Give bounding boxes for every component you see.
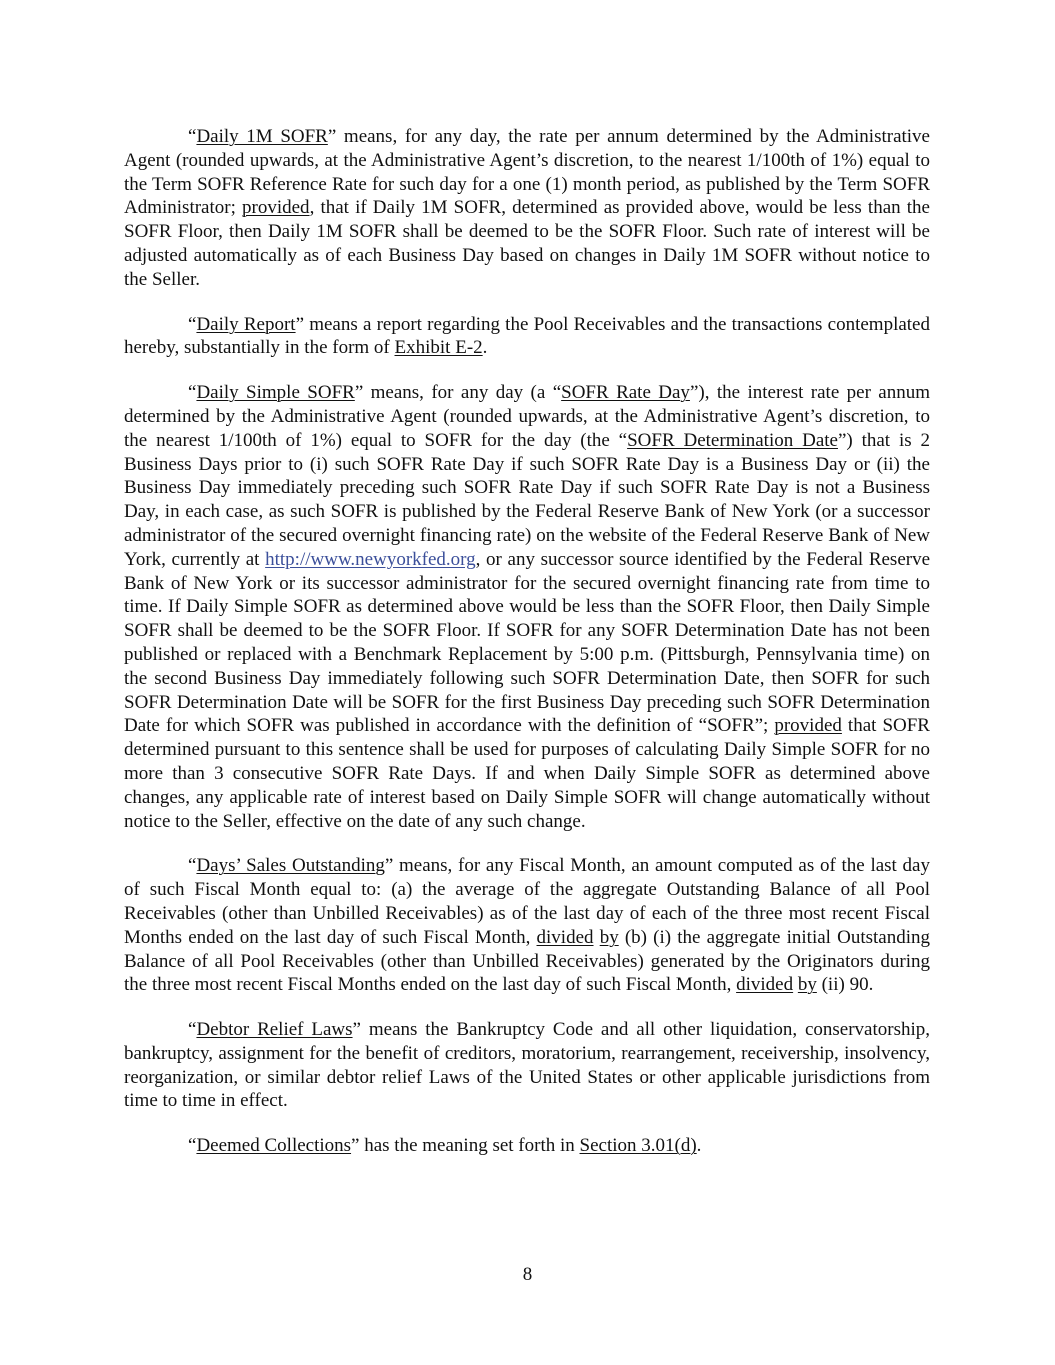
definition-paragraph xyxy=(124,1134,930,1158)
paragraph-text: . xyxy=(696,1135,702,1157)
underlined-term: divided xyxy=(536,926,594,948)
document-body xyxy=(124,125,930,1179)
paragraph-text: ” means, for any day, the rate per annum determined by the Administrative Agent (rounded upwards, at the Administrative Agent’s discretion, to the nearest 1/100th of 1%) equal to the Term SOFR Reference Rate for such day for a one (1) month period, as published by the Term SOFR Administrator; xyxy=(124,126,930,219)
underlined-term: by xyxy=(599,926,619,948)
paragraph-text: , or any successor source identified by the Federal Reserve Bank of New York or its successor administrator for the secured overnight financing rate from time to time. If Daily Simple SOFR as determined above would be less than the SOFR Floor, then Daily Simple SOFR shall be deemed to be the SOFR Floor. If SOFR for any SOFR Determination Date has not been published or replaced with a Benchmark Replacement by 5:00 p.m. (Pittsburgh, Pennsylvania time) on the second Business Day immediately following such SOFR Determination Date, then SOFR for such SOFR Determination Date will be SOFR for the first Business Day preceding such SOFR Determination Date for which SOFR was published in accordance with the definition of “SOFR”; xyxy=(124,548,931,737)
definition-paragraph xyxy=(124,381,930,833)
underlined-term: Daily 1M SOFR xyxy=(196,126,328,147)
underlined-term: Daily Simple SOFR xyxy=(196,382,355,404)
underlined-term: Debtor Relief Laws xyxy=(196,1019,353,1041)
underlined-term: Exhibit E-2 xyxy=(394,337,483,359)
paragraph-text: “ xyxy=(188,382,197,404)
underlined-term: provided xyxy=(774,715,842,737)
paragraph-text: that SOFR determined pursuant to this sentence shall be used for purposes of calculating Daily Simple SOFR for no more than 3 consecutive SOFR Rate Days. If and when Daily Simple SOFR as determined above changes, any applicable rate of interest based on Daily Simple SOFR will change automatically without notice to the Seller, effective on the date of any such change. xyxy=(124,715,930,832)
underlined-term: Days’ Sales Outstanding xyxy=(196,855,385,877)
underlined-term: SOFR Rate Day xyxy=(561,382,690,404)
paragraph-text: ”), the interest rate per annum determined by the Administrative Agent (rounded upwards, at the Administrative Agent’s discretion, to the nearest 1/100th of 1%) equal to SOFR for the day (the “ xyxy=(124,382,931,451)
paragraph-text: (b) (i) the aggregate initial Outstanding Balance of all Pool Receivables (other than Unbilled Receivables) generated by the Originators during the three most recent Fiscal Months ended on the last day of such Fiscal Month, xyxy=(124,926,930,996)
paragraph-text: ”) that is 2 Business Days prior to (i) such SOFR Rate Day if such SOFR Rate Day is a Business Day or (ii) the Business Day immediately preceding such SOFR Rate Day if such SOFR Rate Day is not a Business Day, in each case, as such SOFR is published by the Federal Reserve Bank of New York (or a successor administrator of the secured overnight financing rate) on the website of the Federal Reserve Bank of New York, currently at xyxy=(124,429,930,570)
paragraph-text: “ xyxy=(188,855,197,877)
definition-paragraph xyxy=(124,1018,930,1113)
definition-paragraph xyxy=(124,125,930,292)
underlined-term: Deemed Collections xyxy=(196,1135,352,1157)
underlined-term: SOFR Determination Date xyxy=(627,429,838,451)
definition-paragraph xyxy=(124,854,930,997)
paragraph-text: ” means, for any day (a “ xyxy=(354,382,562,404)
page-number: 8 xyxy=(522,1264,533,1285)
underlined-term: by xyxy=(797,974,817,996)
definition-paragraph xyxy=(124,313,930,361)
paragraph-text: ” means, for any Fiscal Month, an amount computed as of the last day of such Fiscal Month equal to: (a) the average of the aggregate Outstanding Balance of all Pool Receivables (other than Unbilled Receivables) as of the last day of each of the three most recent Fiscal Months ended on the last day of such Fiscal Month, xyxy=(124,855,930,948)
paragraph-text: “ xyxy=(188,313,197,335)
paragraph-text: “ xyxy=(188,1135,197,1157)
hyperlink[interactable]: http://www.newyorkfed.org xyxy=(265,548,476,570)
paragraph-text: . xyxy=(482,337,488,359)
underlined-term: Daily Report xyxy=(196,313,296,335)
underlined-term: provided xyxy=(242,197,310,219)
underlined-term: divided xyxy=(736,974,794,996)
paragraph-text: ” has the meaning set forth in xyxy=(351,1135,580,1157)
paragraph-text: (ii) 90. xyxy=(816,974,874,996)
paragraph-text: ” means a report regarding the Pool Receivables and the transactions contemplated hereby, substantially in the form of xyxy=(124,313,930,359)
paragraph-text: , that if Daily 1M SOFR, determined as provided above, would be less than the SOFR Floor, then Daily 1M SOFR shall be deemed to be the SOFR Floor. Such rate of interest will be adjusted automatically as of each Business Day based on changes in Daily 1M SOFR without notice to the Seller. xyxy=(124,197,930,290)
paragraph-text: ” means the Bankruptcy Code and all other liquidation, conservatorship, bankruptcy, assignment for the benefit of creditors, moratorium, rearrangement, receivership, insolvency, reorganization, or similar debtor relief Laws of the United States or other applicable jurisdictions from time to time in effect. xyxy=(124,1019,930,1112)
paragraph-text: “ xyxy=(188,1019,197,1041)
paragraph-text: “ xyxy=(188,126,197,147)
underlined-term: Section 3.01(d) xyxy=(579,1135,697,1157)
